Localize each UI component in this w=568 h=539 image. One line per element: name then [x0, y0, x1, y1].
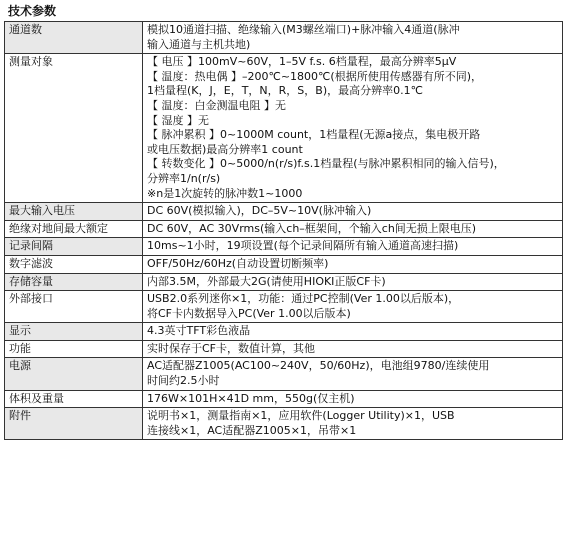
spec-value-line: 【 转数变化 】0~5000/n(r/s)f.s.1档量程(与脉冲累积相同的输入信号)，: [147, 157, 505, 171]
spec-table: [4, 21, 563, 440]
spec-row: [5, 203, 563, 221]
spec-value: [143, 22, 563, 54]
spec-row: [5, 220, 563, 238]
spec-value-line: 连接线×1，AC适配器Z1005×1，吊带×1: [147, 423, 357, 437]
spec-label: 数字滤波: [5, 255, 143, 273]
spec-value-line: 说明书×1，测量指南×1，应用软件(Logger Utility)×1，USB: [147, 409, 455, 423]
spec-value-line: 【 湿度 】无: [147, 113, 209, 127]
spec-label: 体积及重量: [5, 390, 143, 408]
spec-label: 附件: [5, 408, 143, 440]
section-title: 技术参数: [8, 4, 57, 18]
spec-row: [5, 291, 563, 323]
spec-label: 通道数: [5, 22, 143, 54]
spec-row: [5, 22, 563, 54]
spec-value-line: 10ms~1小时，19项设置(每个记录间隔所有输入通道高速扫描): [147, 239, 459, 253]
spec-value-line: 【 脉冲累积 】0~1000M count，1档量程(无源a接点，集电极开路: [147, 128, 481, 142]
spec-row: [5, 273, 563, 291]
spec-value-line: 实时保存于CF卡，数值计算，其他: [147, 341, 316, 355]
spec-label: 记录间隔: [5, 238, 143, 256]
spec-label: 存储容量: [5, 273, 143, 291]
spec-value-line: 输入通道与主机共地): [147, 37, 251, 51]
spec-value-line: OFF/50Hz/60Hz(自动设置切断频率): [147, 256, 329, 270]
spec-label: 测量对象: [5, 54, 143, 203]
spec-row: [5, 358, 563, 390]
spec-value-line: 4.3英寸TFT彩色液晶: [147, 324, 251, 338]
spec-label: 最大输入电压: [5, 203, 143, 221]
spec-value: [143, 255, 563, 273]
spec-value-line: 【 温度：热电偶 】–200℃~1800℃(根据所使用传感器有所不同)，: [147, 69, 482, 83]
spec-row: [5, 238, 563, 256]
spec-table-body: [5, 22, 563, 440]
spec-value: [143, 408, 563, 440]
spec-label: 功能: [5, 340, 143, 358]
spec-value-line: USB2.0系列迷你×1，功能：通过PC控制(Ver 1.00以后版本)，: [147, 292, 460, 306]
spec-value-line: 内部3.5M，外部最大2G(请使用HIOKI正版CF卡): [147, 274, 386, 288]
spec-value-line: DC 60V(模拟输入)，DC–5V~10V(脉冲输入): [147, 204, 372, 218]
spec-value: [143, 390, 563, 408]
spec-value: [143, 238, 563, 256]
spec-label: 电源: [5, 358, 143, 390]
spec-value: [143, 291, 563, 323]
spec-row: [5, 408, 563, 440]
spec-value-line: 176W×101H×41D mm，550g(仅主机): [147, 391, 355, 405]
spec-value: [143, 203, 563, 221]
spec-value: [143, 54, 563, 203]
spec-value-line: AC适配器Z1005(AC100~240V，50/60Hz)，电池组9780/连续使用: [147, 359, 490, 373]
spec-value-line: 时间约2.5小时: [147, 374, 220, 388]
spec-label: 绝缘对地间最大额定: [5, 220, 143, 238]
spec-label: 显示: [5, 323, 143, 341]
spec-value-line: 分辨率1/n(r/s): [147, 171, 221, 185]
spec-row: [5, 390, 563, 408]
spec-value-line: DC 60V，AC 30Vrms(输入ch–框架间，个输入ch间无损上限电压): [147, 221, 477, 235]
spec-value-line: 1档量程(K，J，E，T，N，R，S，B)，最高分辨率0.1℃: [147, 84, 423, 98]
spec-value: [143, 220, 563, 238]
spec-label: 外部接口: [5, 291, 143, 323]
spec-value: [143, 340, 563, 358]
spec-value-line: ※n是1次旋转的脉冲数1~1000: [147, 186, 303, 200]
spec-value-line: 模拟10通道扫描、绝缘输入(M3螺丝端口)+脉冲输入4通道(脉冲: [147, 23, 460, 36]
spec-value-line: 将CF卡内数据导入PC(Ver 1.00以后版本): [147, 306, 351, 320]
spec-value-line: 【 电压 】100mV~60V，1–5V f.s. 6档量程，最高分辨率5μV: [147, 55, 457, 69]
spec-row: [5, 54, 563, 203]
spec-value-line: 【 温度：白金测温电阻 】无: [147, 98, 286, 112]
spec-value: [143, 273, 563, 291]
spec-row: [5, 340, 563, 358]
spec-value: [143, 358, 563, 390]
spec-value: [143, 323, 563, 341]
spec-row: [5, 323, 563, 341]
spec-value-line: 或电压数据)最高分辨率1 count: [147, 142, 303, 156]
spec-row: [5, 255, 563, 273]
